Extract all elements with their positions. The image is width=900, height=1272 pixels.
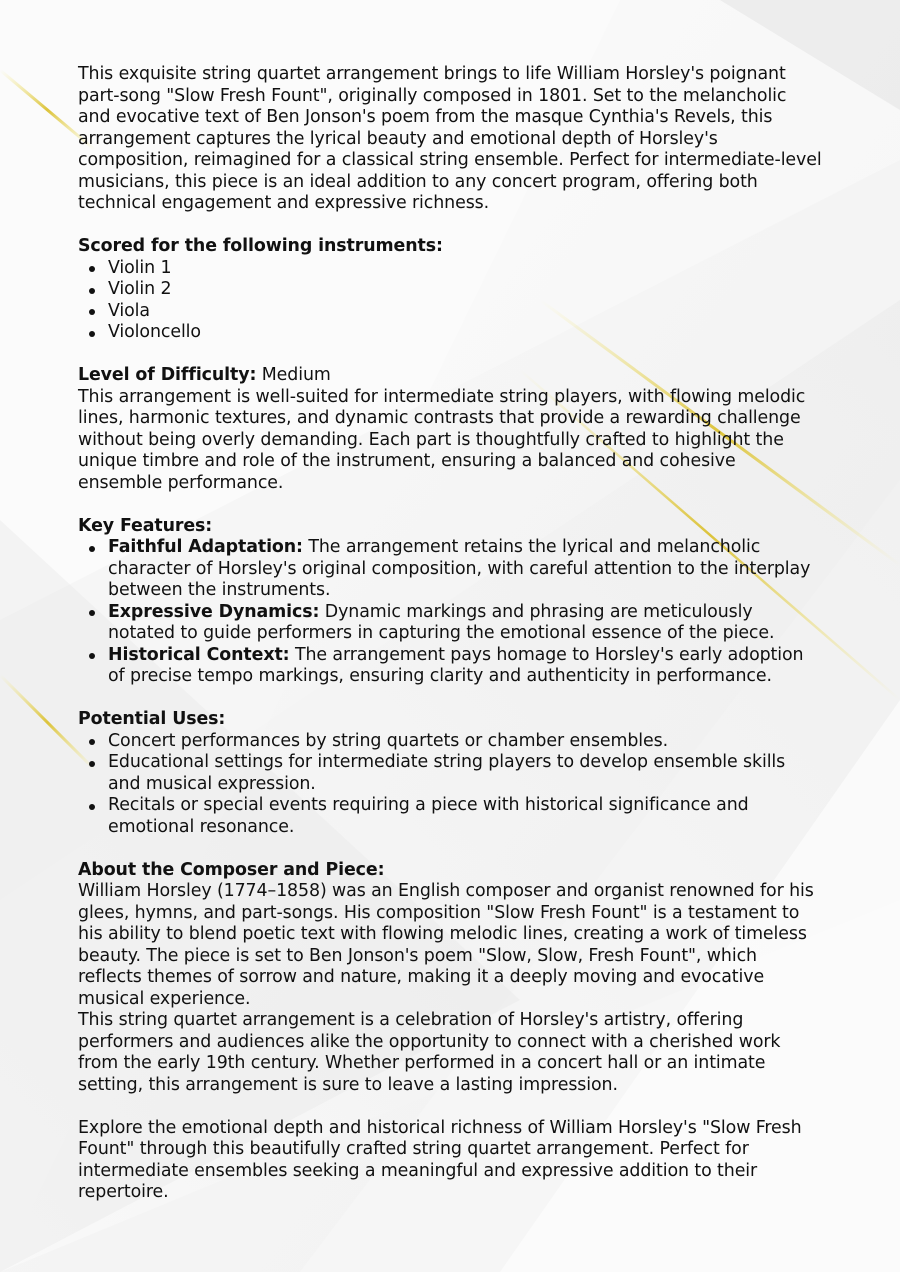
feature-text: The arrangement pays homage to Horsley's early adoption of precise tempo markings, ensuring clarity and authenticity in performance. bbox=[108, 644, 804, 686]
features-list bbox=[78, 537, 822, 688]
instruments-list bbox=[78, 258, 822, 344]
list-item: Viola bbox=[108, 301, 822, 323]
closing-paragraph: Explore the emotional depth and historical richness of William Horsley's "Slow Fresh Fount" through this beautifully crafted string quartet arrangement. Perfect for intermediate ensembles seeking a meaningful and expressive addition to their repertoire. bbox=[78, 1117, 802, 1202]
feature-label: Expressive Dynamics: bbox=[108, 601, 320, 622]
about-heading: About the Composer and Piece: bbox=[78, 859, 385, 880]
list-item: Concert performances by string quartets or chamber ensembles. bbox=[108, 731, 822, 753]
feature-text: The arrangement retains the lyrical and melancholic character of Horsley's original composition, with careful attention to the interplay between the instruments. bbox=[108, 537, 811, 600]
feature-label: Faithful Adaptation: bbox=[108, 537, 303, 557]
list-item: Violin 2 bbox=[108, 279, 822, 301]
features-heading: Key Features: bbox=[78, 515, 213, 536]
difficulty-description: This arrangement is well-suited for intermediate string players, with flowing melodic lines, harmonic textures, and dynamic contrasts that provide a rewarding challenge without being overly demanding. Each part is thoughtfully crafted to highlight the unique timbre and role of the instrument, ensuring a balanced and cohesive ensemble performance. bbox=[78, 386, 806, 493]
uses-heading: Potential Uses: bbox=[78, 709, 226, 729]
list-item: Recitals or special events requiring a piece with historical significance and emotional resonance. bbox=[108, 795, 822, 838]
feature-text: Dynamic markings and phrasing are meticulously notated to guide performers in capturing the emotional essence of the piece. bbox=[108, 601, 775, 643]
intro-paragraph: This exquisite string quartet arrangement brings to life William Horsley's poignant part-song "Slow Fresh Fount", originally composed in 1801. Set to the melancholic and evocative text of Ben Jonson's poem from the masque Cynthia's Revels, this arrangement captures the lyrical beauty and emotional depth of Horsley's composition, reimagined for a classical string ensemble. Perfect for intermediate-level musicians, this piece is an ideal addition to any concert program, offering both technical engagement and expressive richness. bbox=[78, 64, 822, 213]
feature-label: Historical Context: bbox=[108, 644, 290, 665]
list-item bbox=[108, 602, 822, 645]
list-item bbox=[108, 645, 822, 688]
about-paragraph-1: William Horsley (1774–1858) was an English composer and organist renowned for his glees, hymns, and part-songs. His composition "Slow Fresh Fount" is a testament to his ability to blend poetic text with flowing melodic lines, creating a work of timeless beauty. The piece is set to Ben Jonson's poem "Slow, Slow, Fresh Fount", which reflects themes of sorrow and nature, making it a deeply moving and evocative musical experience. bbox=[78, 881, 814, 1009]
list-item bbox=[108, 537, 822, 602]
about-paragraph-2: This string quartet arrangement is a celebration of Horsley's artistry, offering performers and audiences alike the opportunity to connect with a cherished work from the early 19th century. Whether performed in a concert hall or an intimate setting, this arrangement is sure to leave a lasting impression. bbox=[78, 1010, 781, 1095]
list-item: Educational settings for intermediate string players to develop ensemble skills and musical expression. bbox=[108, 752, 822, 795]
difficulty-line bbox=[78, 365, 822, 387]
instruments-heading: Scored for the following instruments: bbox=[78, 236, 443, 256]
difficulty-label: Level of Difficulty: bbox=[78, 365, 257, 385]
list-item: Violin 1 bbox=[108, 258, 822, 280]
difficulty-value: Medium bbox=[261, 365, 331, 385]
uses-list bbox=[78, 731, 822, 839]
list-item: Violoncello bbox=[108, 322, 822, 344]
